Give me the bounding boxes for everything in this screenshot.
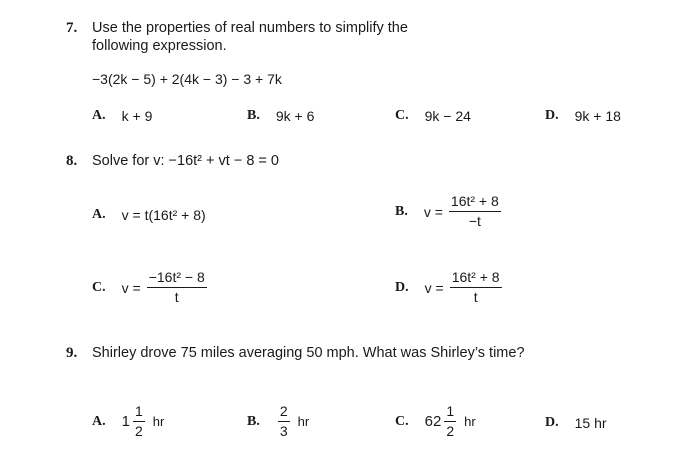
- denominator: 3: [279, 423, 288, 439]
- numerator: 1: [133, 404, 145, 422]
- choice-letter: A.: [92, 413, 106, 429]
- whole-number: 1: [121, 413, 130, 430]
- fraction: [147, 270, 207, 305]
- denominator: 2: [446, 423, 455, 439]
- choice-letter: D.: [545, 415, 559, 430]
- choice-text: 9k + 18: [574, 108, 621, 124]
- equation-prefix: v =: [423, 203, 443, 220]
- choice-letter: A.: [92, 207, 106, 222]
- unit-label: hr: [152, 414, 165, 429]
- choice-a[interactable]: [92, 404, 164, 439]
- question-number: 9.: [66, 345, 78, 361]
- choice-b[interactable]: [395, 194, 503, 229]
- choice-text: k + 9: [121, 108, 153, 124]
- choice-d[interactable]: [545, 108, 621, 124]
- choice-a[interactable]: [92, 207, 206, 223]
- question-number: 7.: [66, 20, 78, 36]
- stem-line: Use the properties of real numbers to simplify the: [92, 20, 408, 36]
- question-number: 8.: [66, 153, 78, 169]
- choice-d[interactable]: [395, 270, 504, 305]
- choice-text: 15 hr: [574, 415, 607, 431]
- question-stem: Solve for v: −16t² + vt − 8 = 0: [92, 153, 279, 169]
- choice-c[interactable]: [92, 270, 209, 305]
- unit-label: hr: [464, 414, 476, 429]
- choice-c[interactable]: [395, 108, 471, 124]
- numerator: 1: [444, 404, 456, 422]
- fraction: [450, 270, 502, 305]
- question-stem: [92, 19, 408, 55]
- fraction: [133, 404, 145, 439]
- numerator: 16t² + 8: [449, 194, 501, 212]
- denominator: −t: [468, 213, 481, 229]
- choice-a[interactable]: [92, 108, 152, 124]
- choice-letter: A.: [92, 108, 106, 123]
- choice-letter: D.: [395, 279, 409, 295]
- numerator: 2: [278, 404, 290, 422]
- equation-prefix: v =: [121, 279, 141, 296]
- question-stem: Shirley drove 75 miles averaging 50 mph. What was Shirley’s time?: [92, 345, 525, 361]
- denominator: t: [473, 289, 478, 305]
- choice-d[interactable]: [545, 415, 607, 431]
- choice-b[interactable]: [247, 404, 309, 439]
- choice-letter: D.: [545, 108, 559, 123]
- whole-number: 62: [424, 413, 442, 430]
- denominator: 2: [134, 423, 143, 439]
- fraction: [278, 404, 290, 439]
- choice-c[interactable]: [395, 404, 476, 439]
- numerator: −16t² − 8: [147, 270, 207, 288]
- choice-letter: C.: [92, 279, 106, 295]
- choice-letter: B.: [395, 203, 408, 219]
- choice-letter: C.: [395, 413, 409, 429]
- choice-text: 9k + 6: [275, 108, 315, 124]
- stem-line: following expression.: [92, 38, 227, 54]
- unit-label: hr: [297, 414, 310, 429]
- choice-text: 9k − 24: [424, 108, 471, 124]
- fraction: [444, 404, 456, 439]
- choice-letter: B.: [247, 108, 260, 123]
- expression: −3(2k − 5) + 2(4k − 3) − 3 + 7k: [92, 71, 282, 87]
- numerator: 16t² + 8: [450, 270, 502, 288]
- fraction: [449, 194, 501, 229]
- denominator: t: [174, 289, 179, 305]
- choice-letter: C.: [395, 108, 409, 123]
- equation-prefix: v =: [424, 279, 444, 296]
- choice-letter: B.: [247, 413, 260, 429]
- choice-b[interactable]: [247, 108, 314, 124]
- choice-text: v = t(16t² + 8): [121, 207, 206, 223]
